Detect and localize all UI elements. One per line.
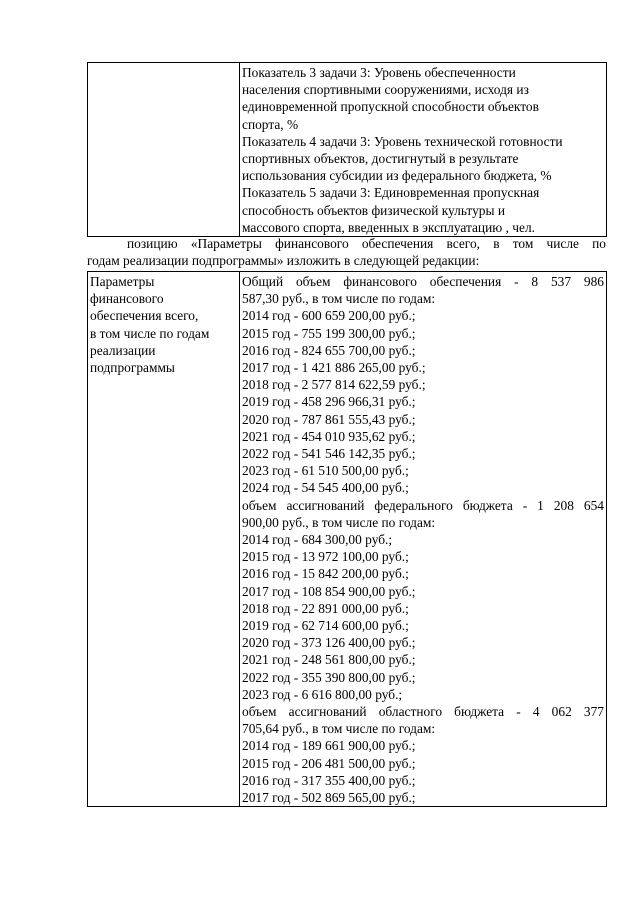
indicator-line: спорта, % bbox=[242, 116, 299, 132]
financing-line: 2014 год - 600 659 200,00 руб.; bbox=[242, 308, 416, 324]
indicator-line: массового спорта, введенных в эксплуатацию , чел. bbox=[242, 219, 536, 235]
financing-line: 2017 год - 1 421 886 265,00 руб.; bbox=[242, 360, 426, 376]
financing-line: 2024 год - 54 545 400,00 руб.; bbox=[242, 480, 409, 496]
financing-line: 587,30 руб., в том числе по годам: bbox=[242, 291, 436, 307]
indicator-line: способность объектов физической культуры и bbox=[242, 202, 506, 218]
table-row bbox=[88, 63, 607, 237]
indicators-table bbox=[87, 62, 607, 237]
paragraph-line-1: позицию «Параметры финансового обеспечения всего, в том числе по bbox=[127, 236, 606, 251]
financing-table bbox=[87, 271, 607, 807]
parameter-label-line: обеспечения всего, bbox=[90, 308, 199, 324]
financing-line: 2020 год - 787 861 555,43 руб.; bbox=[242, 411, 416, 427]
indicator-line: Показатель 3 задачи 3: Уровень обеспеченности bbox=[242, 65, 516, 80]
financing-line: 2019 год - 458 296 966,31 руб.; bbox=[242, 394, 416, 410]
financing-line: 2023 год - 61 510 500,00 руб.; bbox=[242, 463, 409, 479]
parameter-label-line: Параметры bbox=[90, 274, 155, 289]
parameter-label-line: подпрограммы bbox=[90, 360, 175, 376]
financing-line: 2020 год - 373 126 400,00 руб.; bbox=[242, 635, 416, 651]
financing-line: 2023 год - 6 616 800,00 руб.; bbox=[242, 686, 403, 702]
paragraph-line-2: годам реализации подпрограммы» изложить в следующей редакции: bbox=[87, 253, 480, 269]
financing-line: 2017 год - 502 869 565,00 руб.; bbox=[242, 790, 416, 806]
indicator-line: использования субсидии из федерального бюджета, % bbox=[242, 168, 552, 184]
indicator-line: Показатель 4 задачи 3: Уровень технической готовности bbox=[242, 133, 563, 149]
financing-parameters-label-cell bbox=[88, 272, 240, 807]
indicators-right-cell bbox=[240, 63, 607, 237]
financing-line: объем ассигнований областного бюджета - 4 062 377 bbox=[242, 704, 604, 720]
financing-line: 2016 год - 317 355 400,00 руб.; bbox=[242, 772, 416, 788]
financing-line: 2016 год - 824 655 700,00 руб.; bbox=[242, 342, 416, 358]
financing-line: 2021 год - 248 561 800,00 руб.; bbox=[242, 652, 416, 668]
financing-line: 705,64 руб., в том числе по годам: bbox=[242, 721, 436, 737]
financing-line: 2018 год - 22 891 000,00 руб.; bbox=[242, 600, 409, 616]
parameter-label-line: реализации bbox=[90, 342, 156, 358]
instruction-paragraph bbox=[87, 235, 606, 269]
indicator-line: населения спортивными сооружениями, исходя из bbox=[242, 82, 529, 98]
financing-line: 2019 год - 62 714 600,00 руб.; bbox=[242, 618, 409, 634]
indicator-line: Показатель 5 задачи 3: Единовременная пропускная bbox=[242, 185, 540, 201]
indicators-left-cell bbox=[88, 63, 240, 237]
financing-line: Общий объем финансового обеспечения - 8 537 986 bbox=[242, 274, 604, 289]
financing-line: 2014 год - 189 661 900,00 руб.; bbox=[242, 738, 416, 754]
financing-line: 2018 год - 2 577 814 622,59 руб.; bbox=[242, 377, 426, 393]
parameter-label-line: в том числе по годам bbox=[90, 325, 210, 341]
financing-line: 2017 год - 108 854 900,00 руб.; bbox=[242, 583, 416, 599]
financing-line: 2016 год - 15 842 200,00 руб.; bbox=[242, 566, 409, 582]
financing-line: 2022 год - 541 546 142,35 руб.; bbox=[242, 446, 416, 462]
parameter-label-line: финансового bbox=[90, 291, 164, 307]
indicator-line: спортивных объектов, достигнутый в результате bbox=[242, 151, 519, 167]
financing-line: 900,00 руб., в том числе по годам: bbox=[242, 514, 436, 530]
financing-line: 2021 год - 454 010 935,62 руб.; bbox=[242, 428, 416, 444]
indicator-line: единовременной пропускной способности объектов bbox=[242, 99, 539, 115]
financing-values-cell bbox=[240, 272, 607, 807]
financing-line: 2022 год - 355 390 800,00 руб.; bbox=[242, 669, 416, 685]
financing-line: 2015 год - 206 481 500,00 руб.; bbox=[242, 755, 416, 771]
financing-line: 2014 год - 684 300,00 руб.; bbox=[242, 532, 393, 548]
financing-line: объем ассигнований федерального бюджета - 1 208 654 bbox=[242, 497, 604, 513]
financing-line: 2015 год - 13 972 100,00 руб.; bbox=[242, 549, 409, 565]
table-row bbox=[88, 272, 607, 807]
financing-line: 2015 год - 755 199 300,00 руб.; bbox=[242, 325, 416, 341]
